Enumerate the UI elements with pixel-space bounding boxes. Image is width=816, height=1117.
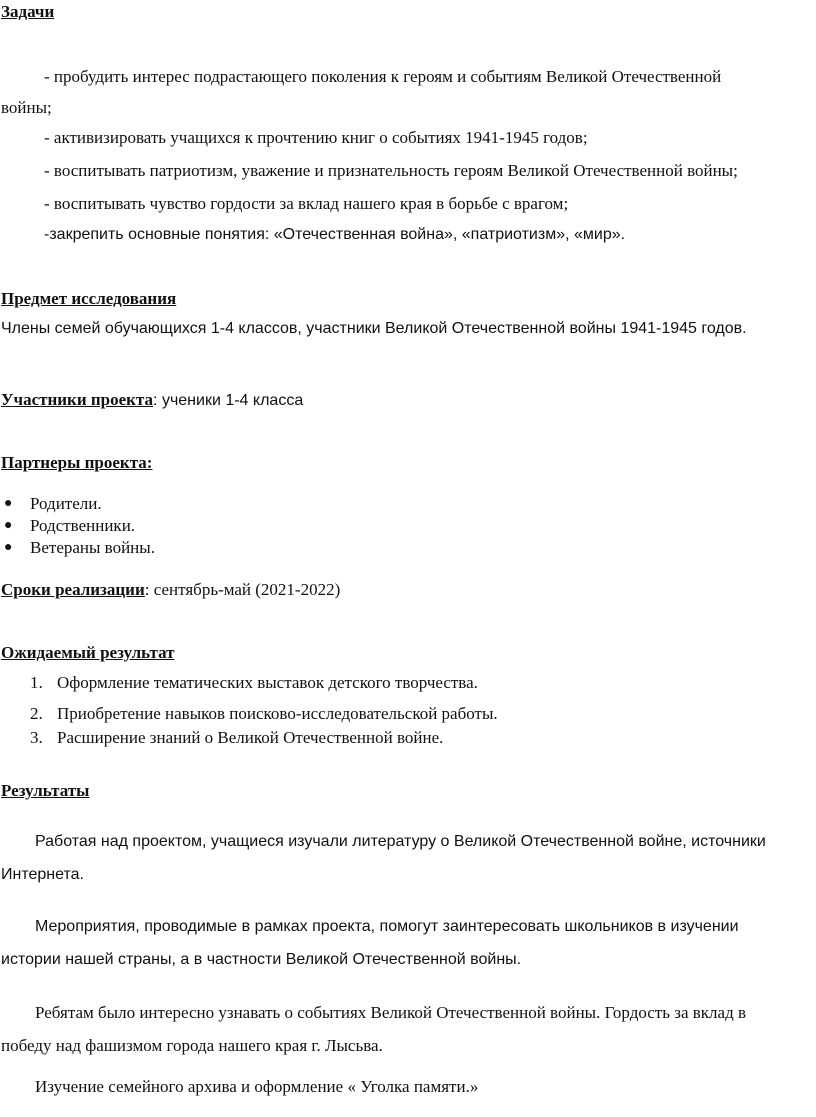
task-line-5: -закрепить основные понятия: «Отечественная война», «патриотизм», «мир». [44,226,626,243]
expected-item-number: 2. [30,704,43,723]
timeline-text: : сентябрь-май (2021-2022) [144,580,341,599]
results-paragraph-3: Ребятам было интересно узнавать о событиях Великой Отечественной войны. Гордость за вклад в [35,1003,746,1022]
bullet-icon: ● [4,496,13,511]
task-line-2: - активизировать учащихся к прочтению книг о событиях 1941-1945 годов; [44,128,588,147]
participants-heading: Участники проекта [1,390,154,409]
results-paragraph-1: Работая над проектом, учащиеся изучали литературу о Великой Отечественной войне, источники [35,833,766,850]
partners-heading: Партнеры проекта: [1,453,153,472]
expected-item-number: 1. [30,673,43,692]
participants-text: : ученики 1-4 класса [153,392,304,409]
partner-item-label: Ветераны войны. [30,538,155,557]
participants-line [1,390,303,410]
task-line-1: - пробудить интерес подрастающего поколения к героям и событиям Великой Отечественной [44,67,722,86]
task-line-3: - воспитывать патриотизм, уважение и признательность героям Великой Отечественной войны; [44,161,738,180]
expected-item-text: Расширение знаний о Великой Отечественной войне. [57,728,444,747]
partner-item-label: Родители. [30,494,102,513]
partner-item-label: Родственники. [30,516,136,535]
bullet-icon: ● [4,540,13,555]
results-paragraph-2: Мероприятия, проводимые в рамках проекта, помогут заинтересовать школьников в изучении [35,918,739,935]
expected-item-text: Оформление тематических выставок детского творчества. [57,673,478,692]
expected-heading: Ожидаемый результат [1,643,175,662]
results-paragraph-4: Изучение семейного архива и оформление « Уголка памяти.» [35,1077,479,1096]
bullet-icon: ● [4,518,13,533]
task-line-1-cont: войны; [1,98,52,117]
expected-item-text: Приобретение навыков поисково-исследовательской работы. [57,704,498,723]
timeline-heading: Сроки реализации [1,580,145,599]
results-heading: Результаты [1,781,90,800]
subject-text: Члены семей обучающихся 1-4 классов, участники Великой Отечественной войны 1941-1945 годов. [1,320,747,337]
results-paragraph-1-cont: Интернета. [1,866,84,883]
expected-item-number: 3. [30,728,43,747]
timeline-line [1,580,340,600]
results-paragraph-2-cont: истории нашей страны, а в частности Великой Отечественной войны. [1,951,522,968]
task-line-4: - воспитывать чувство гордости за вклад нашего края в борьбе с врагом; [44,194,569,213]
subject-heading: Предмет исследования [1,289,177,308]
results-paragraph-3-cont: победу над фашизмом города нашего края г. Лысьва. [1,1036,383,1055]
tasks-heading: Задачи [1,2,55,21]
